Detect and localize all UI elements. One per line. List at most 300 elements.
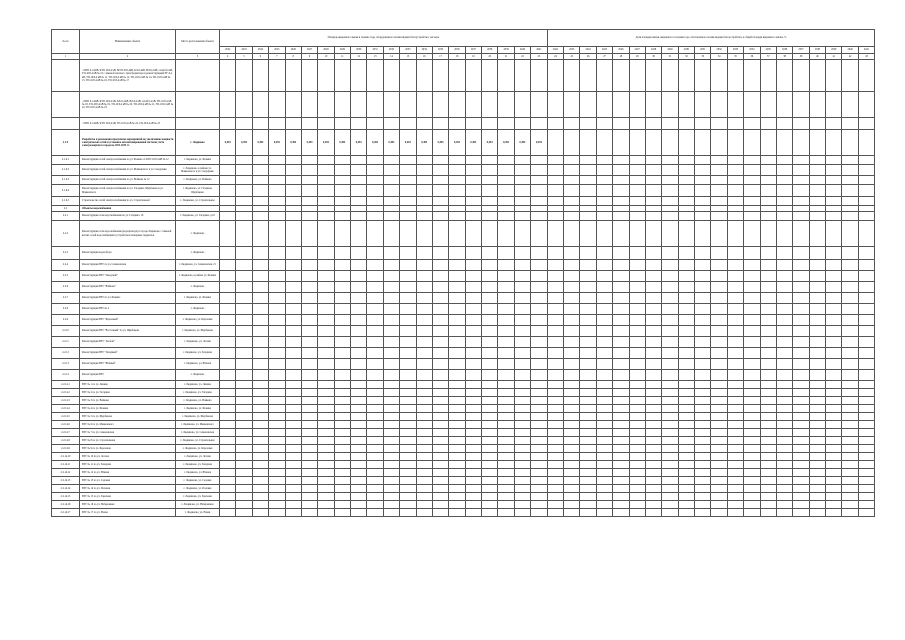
row-value-empty [236,485,252,493]
row-value-empty [744,477,760,485]
row-value-empty [760,397,776,405]
row-value-empty [760,453,776,461]
row-value-empty [842,501,858,509]
row-value-empty [367,221,383,247]
row-value-empty [514,271,530,282]
row-value-empty [662,247,678,260]
row-value-empty [842,185,858,197]
row-value-empty [351,212,367,221]
row-value-empty [449,176,465,185]
row-value-empty [547,315,563,326]
row-number: 2.1.9.1 [52,156,80,165]
row-value-empty [547,445,563,453]
row-value-empty [449,221,465,247]
row-value-empty [711,92,727,118]
row-value-empty [629,165,645,176]
row-value-empty [432,501,448,509]
row-value-empty [744,437,760,445]
table-row [52,282,875,293]
row-value-empty [858,437,874,445]
row-value-empty [498,315,514,326]
row-value-empty [514,304,530,315]
row-value-empty [727,165,743,176]
row-value-empty [301,359,317,370]
row-value-empty [269,221,285,247]
row-value-empty [858,509,874,517]
row-value-empty [760,429,776,437]
row-value-empty [629,461,645,469]
row-value-empty [645,509,661,517]
row-value-empty [531,437,548,445]
row-value-empty [776,453,792,461]
row-value-empty [465,477,481,485]
row-value-empty [269,405,285,413]
row-value-empty [695,461,711,469]
row-value-empty [334,445,350,453]
row-value-empty [727,461,743,469]
row-value-empty [727,405,743,413]
row-value-empty [318,348,334,359]
row-value-empty [351,326,367,337]
row-value-empty [269,337,285,348]
row-value-empty [645,381,661,389]
row-number: 2.2 [52,206,80,212]
row-value-empty [793,165,809,176]
header-year: 2032 [383,47,399,54]
row-value-empty [596,437,612,445]
row-name: Реконструкция сетей электроснабжения по ул. Маяковского и ул. Сыдоренко [80,165,176,176]
row-value-empty [465,92,481,118]
row-value-empty [334,501,350,509]
row-value-empty [547,271,563,282]
row-value-empty [613,381,629,389]
row-number: 2.2.14.17 [52,509,80,517]
table-row [52,271,875,282]
row-value-empty [285,176,301,185]
row-name: - МТП 0-4 0кВ, КТП 10/0,4 кВ, КЛ-0,4 кВ, ВЛ-0,4 кВ; сетей 0,4 кВ, ТП-10/0,4 кВ № 18, ТП-10/0,4 кВ № 19, ТП-10/0,4 кВ № 20, ТП-10/0,4 кВ № 21, ТП-10/0,4 кВ № 22, ТП-10/0,4 кВ № 23 [80,92,176,118]
row-name: ВЗУ № 15 по ул. Заречная [80,493,176,501]
row-value-empty [269,429,285,437]
row-value-empty [629,397,645,405]
row-value-empty [236,293,252,304]
row-value-empty [842,477,858,485]
row-value-empty [711,221,727,247]
row-value-empty [269,304,285,315]
row-value-empty [580,437,596,445]
row-value-empty [269,212,285,221]
row-value-empty [531,337,548,348]
row-value-empty [498,477,514,485]
row-value-empty [793,359,809,370]
row-value-empty [596,493,612,501]
row-value-empty [252,397,268,405]
row-value-empty [531,389,548,397]
row-value-empty [220,469,236,477]
row-value-empty [351,493,367,501]
row-value-empty [285,453,301,461]
row-value-empty [645,501,661,509]
header-year: 2038 [809,47,825,54]
row-value-empty [695,437,711,445]
row-value-empty [727,397,743,405]
row-value-empty [662,477,678,485]
row-value-empty [727,469,743,477]
row-value-empty [613,293,629,304]
row-value-empty [514,212,530,221]
row-value-empty [678,212,694,221]
row-value-empty [432,437,448,445]
row-value-empty [432,493,448,501]
row-value-empty [695,247,711,260]
column-number: 18 [449,54,465,60]
row-value-empty [318,469,334,477]
row-value-empty [318,381,334,389]
row-value-empty [220,315,236,326]
row-value-empty [498,397,514,405]
row-value-empty [449,60,465,92]
row-value-empty [531,421,548,429]
row-value-empty [826,221,842,247]
row-value-empty [776,413,792,421]
row-value-empty [727,60,743,92]
row-value-empty [400,326,416,337]
table-row [52,130,875,156]
row-name: ВЗУ № 12 по ул. Южная [80,469,176,477]
row-value-empty [695,370,711,381]
row-value-empty [416,315,432,326]
row-value-empty [482,60,498,92]
row-value-empty [351,315,367,326]
row-place [176,118,220,130]
row-value-empty [465,509,481,517]
row-value-empty [531,461,548,469]
row-value-empty [760,348,776,359]
row-value: 0,494 [367,130,383,156]
row-value-empty [711,493,727,501]
header-group-2: Доля площади жилья, введенного в течение года, обеспеченного всеми видами благоустройства, в общей площади введенного жилья, % [547,30,875,47]
row-number: 2.2.11 [52,337,80,348]
row-value-empty [760,405,776,413]
row-value-empty [662,271,678,282]
row-value-empty [252,429,268,437]
row-value-empty [744,469,760,477]
row-value-empty [564,156,580,165]
header-year: 2031 [367,47,383,54]
row-value-empty [236,429,252,437]
row-value-empty [236,493,252,501]
row-value-empty [744,271,760,282]
column-number: 1 [52,54,80,60]
row-value-empty [236,60,252,92]
row-value-empty [662,370,678,381]
row-value-empty [351,271,367,282]
row-value-empty [711,477,727,485]
row-value-empty [514,326,530,337]
row-value-empty [645,413,661,421]
row-value-empty [695,348,711,359]
row-value-empty [760,212,776,221]
row-value-empty [826,197,842,206]
row-value-empty [514,501,530,509]
row-value-empty [220,118,236,130]
column-number: 14 [383,54,399,60]
row-value-empty [760,60,776,92]
row-value-empty [776,92,792,118]
row-value-empty [564,413,580,421]
row-value-empty [400,348,416,359]
row-value-empty [793,197,809,206]
row-value-empty [252,469,268,477]
row-value-empty [695,381,711,389]
row-value-empty [760,501,776,509]
row-number: 2.2.14.7 [52,429,80,437]
row-value-empty [564,389,580,397]
row-value-empty [301,469,317,477]
row-value-empty [514,348,530,359]
row-value-empty [482,413,498,421]
row-value-empty [318,477,334,485]
row-value-empty [547,453,563,461]
row-value-empty [220,293,236,304]
row-value-empty [334,477,350,485]
row-value-empty [760,260,776,271]
row-value-empty [416,118,432,130]
row-value-empty [351,185,367,197]
row-value-empty [629,271,645,282]
row-place: г. Людиново, ул. Фокина [176,156,220,165]
row-value-empty [580,485,596,493]
row-value-empty [269,185,285,197]
row-value-empty [809,348,825,359]
row-value-empty [383,359,399,370]
row-value-empty [498,485,514,493]
row-value-empty [842,405,858,413]
table-row [52,501,875,509]
row-name: Реконструкция ВЗУ по ул. Фокина [80,293,176,304]
row-value-empty [744,60,760,92]
row-value-empty [301,271,317,282]
row-value-empty [793,130,809,156]
table-row [52,461,875,469]
row-value-empty [482,389,498,397]
row-value-empty [711,247,727,260]
row-value-empty [727,156,743,165]
row-value-empty [826,397,842,405]
row-place: г. Людиново, ул. Южная [176,469,220,477]
row-value-empty [662,92,678,118]
row-value-empty [596,469,612,477]
row-value-empty [793,60,809,92]
row-value-empty [711,509,727,517]
row-value-empty [351,221,367,247]
row-value-empty [793,469,809,477]
row-value-empty [285,348,301,359]
row-value-empty [826,282,842,293]
row-value-empty [809,501,825,509]
row-value-empty [498,413,514,421]
row-value-empty [236,405,252,413]
row-value-empty [629,326,645,337]
row-value-empty [858,304,874,315]
row-value-empty [432,212,448,221]
row-value-empty [416,176,432,185]
row-value-empty [449,326,465,337]
row-value-empty [531,60,548,92]
row-value-empty [662,304,678,315]
row-number [52,60,80,92]
row-value-empty [498,389,514,397]
row-value-empty [367,477,383,485]
row-value-empty [252,282,268,293]
row-value-empty [662,176,678,185]
row-value-empty [793,429,809,437]
row-value-empty [318,212,334,221]
row-value-empty [432,92,448,118]
row-value-empty [678,221,694,247]
row-value-empty [285,293,301,304]
row-value-empty [318,421,334,429]
row-value-empty [334,92,350,118]
row-value-empty [826,92,842,118]
row-value-empty [793,326,809,337]
row-value-empty [809,221,825,247]
row-value-empty [252,247,268,260]
row-value-empty [629,118,645,130]
row-value-empty [416,469,432,477]
row-number: 2.2.14.9 [52,445,80,453]
row-place: г. Людиново, ул. Южная [176,359,220,370]
row-value-empty [695,130,711,156]
row-value-empty [711,271,727,282]
row-value-empty [711,156,727,165]
row-value-empty [514,469,530,477]
row-value-empty [383,304,399,315]
row-place: г. Людиново, ул. Семеновская, 21 [176,260,220,271]
row-value-empty [498,429,514,437]
row-value-empty [580,197,596,206]
header-year: 2032 [711,47,727,54]
row-value-empty [301,176,317,185]
table-row [52,405,875,413]
row-value-empty [809,405,825,413]
row-value-empty [531,445,548,453]
row-value-empty [760,509,776,517]
row-value-empty [629,437,645,445]
row-value-empty [842,509,858,517]
header-year: 2040 [842,47,858,54]
row-value-empty [776,397,792,405]
row-value-empty [629,477,645,485]
row-value-empty [498,92,514,118]
row-value-empty [727,493,743,501]
row-value-empty [809,315,825,326]
row-value-empty [613,165,629,176]
row-value-empty [744,130,760,156]
row-value-empty [269,389,285,397]
row-value-empty [744,118,760,130]
header-year: 2026 [285,47,301,54]
row-value-empty [793,477,809,485]
row-value-empty [596,197,612,206]
row-value-empty [465,389,481,397]
row-value-empty [842,485,858,493]
row-place: г. Людиново [176,130,220,156]
row-place: г. Людиново [176,304,220,315]
row-value-empty [858,389,874,397]
row-value-empty [449,405,465,413]
row-value-empty [809,293,825,304]
row-value-empty [645,453,661,461]
row-value-empty [236,118,252,130]
row-value-empty [236,413,252,421]
row-value-empty [826,445,842,453]
row-value-empty [858,185,874,197]
row-value-empty [662,197,678,206]
table-row [52,397,875,405]
row-value-empty [367,315,383,326]
row-value-empty [334,156,350,165]
row-value-empty [334,185,350,197]
row-value-empty [564,118,580,130]
row-value-empty [383,118,399,130]
row-value-empty [383,485,399,493]
row-value-empty [416,156,432,165]
row-value-empty [744,485,760,493]
row-value-empty [285,429,301,437]
row-value-empty [236,445,252,453]
row-value-empty [334,389,350,397]
row-value-empty [809,60,825,92]
row-value-empty [662,429,678,437]
row-value-empty [531,176,548,185]
row-name: Реконструкция сети водоснабжения по ул. Гагарина, 18 [80,212,176,221]
row-value-empty [842,304,858,315]
row-value-empty [580,509,596,517]
row-value-empty [842,271,858,282]
row-value-empty [744,421,760,429]
row-value-empty [498,509,514,517]
row-value-empty [432,389,448,397]
row-name: Реконструкция сетей электроснабжения по ул. Гагарина, Щербакова и ул. Маяковского [80,185,176,197]
row-value-empty [269,60,285,92]
row-value-empty [531,348,548,359]
row-value-empty [236,176,252,185]
row-value-empty [498,212,514,221]
row-value-empty [727,437,743,445]
row-value-empty [858,370,874,381]
row-place: г. Людиново, ул. Березовая [176,315,220,326]
row-value-empty [547,477,563,485]
row-value-empty [531,453,548,461]
row-value-empty [695,405,711,413]
row-value-empty [596,501,612,509]
row-value-empty [498,185,514,197]
row-value-empty [776,165,792,176]
row-value-empty [760,271,776,282]
row-value-empty [678,429,694,437]
row-value-empty [662,212,678,221]
row-value-empty [301,185,317,197]
row-value-empty [629,493,645,501]
row-value-empty [695,185,711,197]
row-value-empty [842,282,858,293]
row-value-empty [580,118,596,130]
row-value-empty [220,493,236,501]
header-year: 2028 [645,47,661,54]
row-value-empty [678,413,694,421]
row-value-empty [301,461,317,469]
row-value-empty [383,271,399,282]
